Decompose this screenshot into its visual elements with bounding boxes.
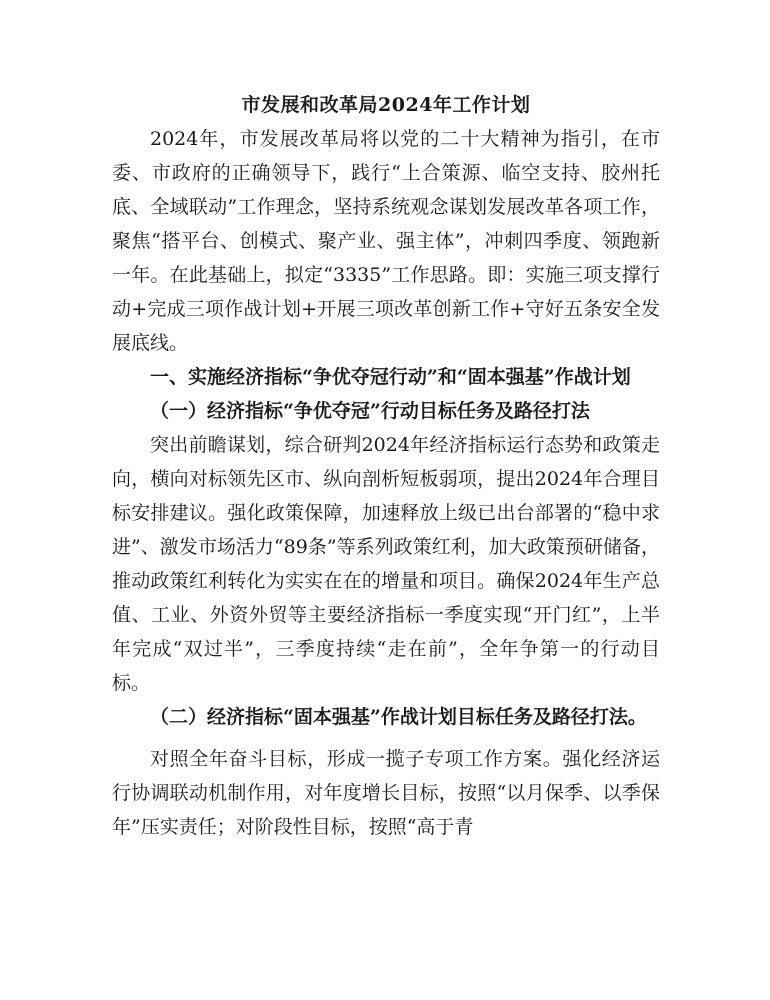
document-page xyxy=(112,88,660,844)
intro-paragraph: 2024年，市发展改革局将以党的二十大精神为指引，在市委、市政府的正确领导下，践行“上合策源、临空支持、胶州托底、全域联动”工作理念，坚持系统观念谋划发展改革各项工作，聚焦“搭平台、创模式、聚产业、强主体”，冲刺四季度、领跑新一年。在此基础上，拟定“3335”工作思路。即：实施三项支撑行动+完成三项作战计划+开展三项改革创新工作+守好五条安全发展底线。 xyxy=(112,128,660,354)
subsection-heading-2: （二）经济指标“固本强基”作战计划目标任务及路径打法。 xyxy=(150,706,647,728)
subsection-heading-1: （一）经济指标“争优夺冠”行动目标任务及路径打法 xyxy=(150,400,590,422)
subsection-body-2: 对照全年奋斗目标，形成一揽子专项工作方案。强化经济运行协调联动机制作用，对年度增长目标，按照“以月保季、以季保年”压实责任；对阶段性目标，按照“高于青 xyxy=(112,748,660,838)
document-title: 市发展和改革局2024年工作计划 xyxy=(241,94,531,116)
section-heading-1: 一、实施经济指标“争优夺冠行动”和“固本强基”作战计划 xyxy=(150,366,631,388)
subsection-body-1: 突出前瞻谋划，综合研判2024年经济指标运行态势和政策走向，横向对标领先区市、纵向剖析短板弱项，提出2024年合理目标安排建议。强化政策保障，加速释放上级已出台部署的“稳中求进”、激发市场活力“89条”等系列政策红利，加大政策预研储备，推动政策红利转化为实实在在的增量和项目。确保2024年生产总值、工业、外资外贸等主要经济指标一季度实现“开门红”，上半年完成“双过半”，三季度持续“走在前”，全年争第一的行动目标。 xyxy=(112,434,660,694)
